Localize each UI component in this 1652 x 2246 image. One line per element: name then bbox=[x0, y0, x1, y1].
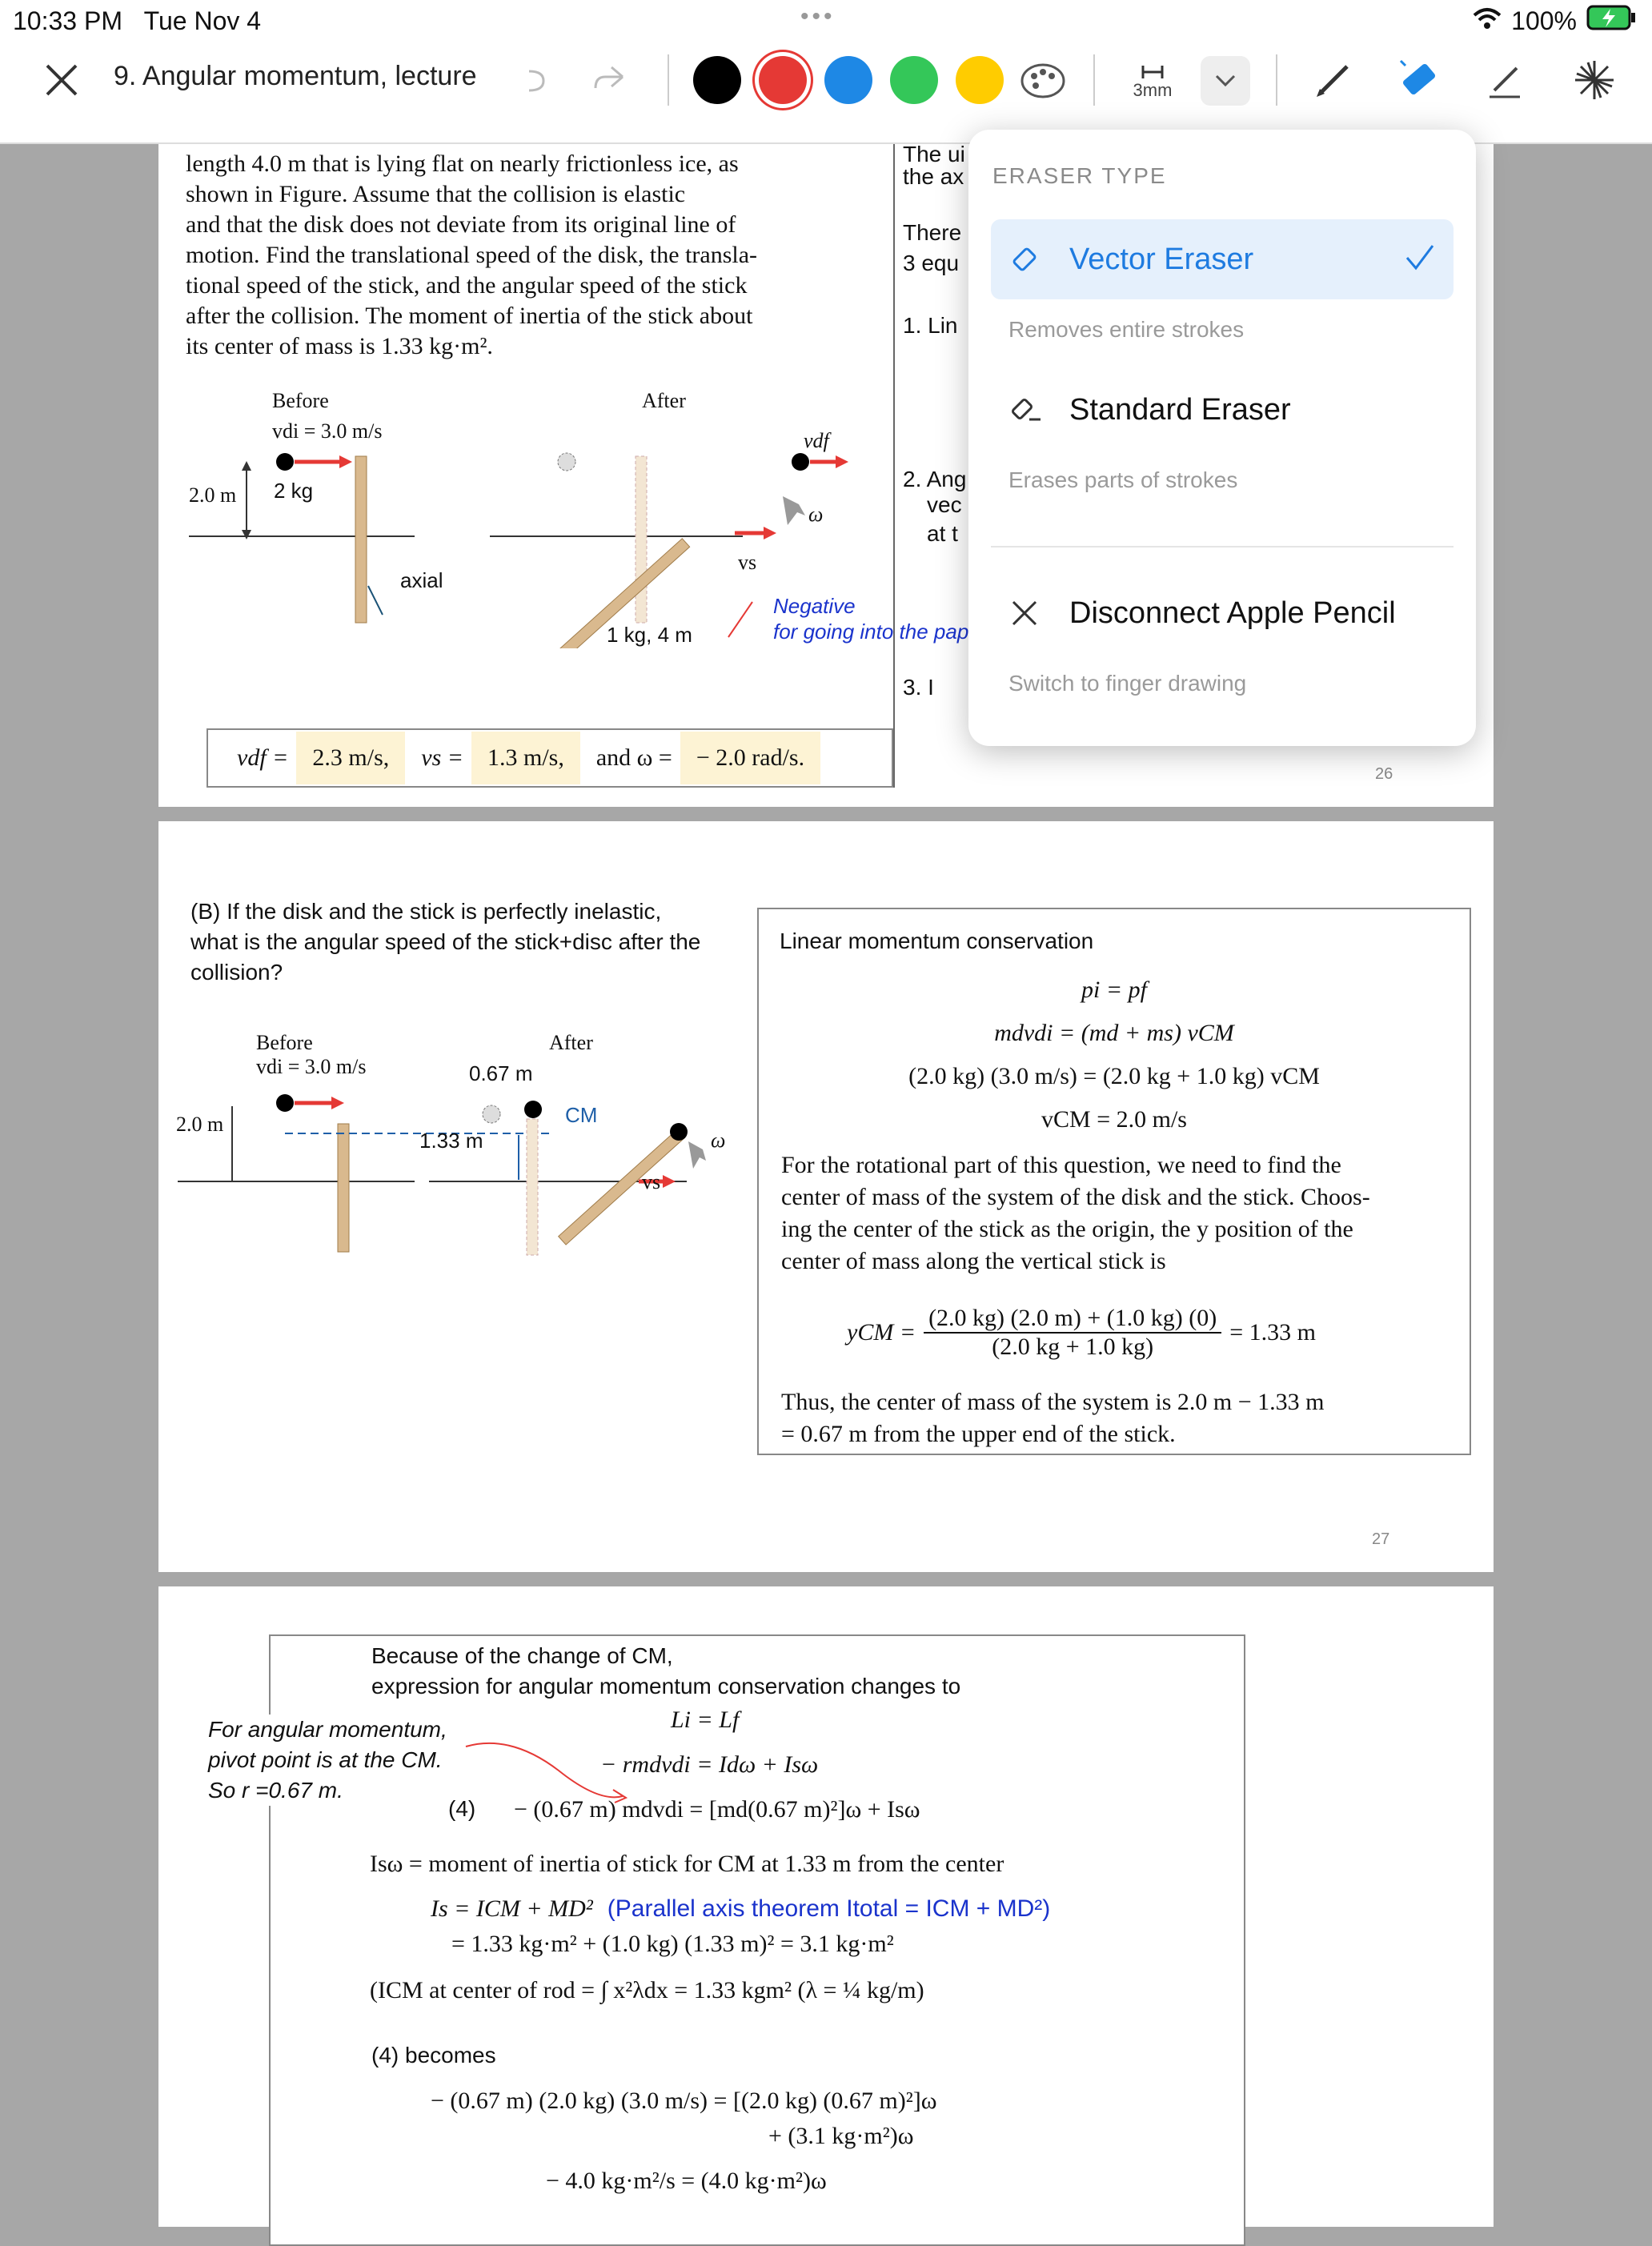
becomes-label: (4) becomes bbox=[371, 2043, 496, 2068]
answer-box bbox=[206, 728, 893, 788]
answer-omega: − 2.0 rad/s. bbox=[680, 732, 820, 784]
eraser-icon[interactable] bbox=[1393, 53, 1444, 104]
separator bbox=[1093, 54, 1095, 106]
stroke-width-icon bbox=[1141, 64, 1165, 80]
checkmark-icon bbox=[1404, 242, 1436, 278]
highlighter-icon[interactable] bbox=[1482, 58, 1527, 102]
page-27 bbox=[158, 821, 1494, 1572]
separator bbox=[668, 54, 669, 106]
disconnect-pencil-desc: Switch to finger drawing bbox=[1008, 671, 1247, 696]
popup-header: ERASER TYPE bbox=[992, 163, 1167, 188]
final-eq-3: − 4.0 kg·m²/s = (4.0 kg·m²)ω bbox=[546, 2168, 827, 2194]
eq-momentum-3: (2.0 kg) (3.0 m/s) = (2.0 kg + 1.0 kg) vCM bbox=[908, 1063, 1320, 1089]
annotation-into-paper: for going into the pap bbox=[773, 620, 969, 644]
battery-icon bbox=[1586, 5, 1636, 37]
is-equation: Is = ICM + MD² bbox=[431, 1895, 593, 1922]
problem-text: length 4.0 m that is lying flat on nearly frictionless ice, as shown in Figure. Assume that the collision is elastic and that the disk does not deviate from its original line of motion. Find the translational speed of the disk, the transla- tional speed of the stick, and the angular speed of the stick after the collision. The moment of inertia of the stick about its center of mass is 1.33 kg·m². bbox=[186, 150, 758, 359]
page-28 bbox=[158, 1586, 1494, 2227]
eq-angular-2: − rmdvdi = Idω + Isω bbox=[600, 1751, 819, 1778]
status-bar bbox=[0, 0, 1652, 40]
undo-icon[interactable] bbox=[519, 62, 551, 98]
ycm-equation: yCM = $\frac{(2.0 kg) (2.0 m) + (1.0 kg) (0)}{(2.0 kg + 1.0 kg)}$ = 1.33 m bbox=[847, 1305, 1317, 1360]
mass-label: 2 kg bbox=[274, 479, 314, 503]
after-label: After bbox=[549, 1031, 593, 1054]
disconnect-pencil-option[interactable] bbox=[991, 573, 1454, 653]
page-26: length 4.0 m that is lying flat on nearly frictionless ice, as shown in Figure. Assume that the collision is elastic and that the disk does not deviate from its original line of motion. Find the translational speed of the disk, the transla- tional speed of the stick, and the angular speed of the stick after the collision. The moment of inertia of the stick about its center of mass is 1.33 kg·m². Before After vdi = 3.0 m/s vdf ω vs 2.0 m 2 kg axial 1 kg, 4 m Negative for going into the pap vdf = 2.3 m/s, vs = 1.3 m/s, and ω = − 2.0 rad/s. The ui the ax There 3 equ 1. Lin 2. Ang vec at t 3. I 26 bbox=[158, 144, 1494, 807]
redo-icon[interactable] bbox=[591, 61, 629, 99]
vdi-label: vdi = 3.0 m/s bbox=[256, 1055, 367, 1078]
omega-label: ω bbox=[808, 503, 824, 526]
pivot-note: For angular momentum, pivot point is at the CM. So r =0.67 m. bbox=[208, 1715, 447, 1806]
final-eq-2: + (3.1 kg·m²)ω bbox=[768, 2123, 914, 2149]
cm-conclusion: Thus, the center of mass of the system is 2.0 m − 1.33 m = 0.67 m from the upper end of the stick. bbox=[781, 1389, 1325, 1447]
page-number: 27 bbox=[1372, 1530, 1390, 1548]
question-b: (B) If the disk and the stick is perfectly inelastic, what is the angular speed of the stick+disc after the collision? bbox=[190, 899, 701, 985]
battery-percent: 100% bbox=[1511, 6, 1577, 35]
standard-eraser-icon bbox=[1008, 394, 1044, 430]
solution-box bbox=[757, 908, 1471, 1455]
page-number: 26 bbox=[1375, 765, 1393, 783]
standard-eraser-option[interactable] bbox=[991, 370, 1454, 450]
vector-eraser-desc: Removes entire strokes bbox=[1008, 317, 1245, 342]
rotational-paragraph: For the rotational part of this question, we need to find the center of mass of the system of the disk and the stick. Choos- ing the center of the stick as the origin, the y position of the center of mass along the vertical stick is bbox=[781, 1152, 1370, 1274]
color-blue[interactable] bbox=[824, 56, 872, 104]
laser-pointer-icon[interactable] bbox=[1570, 56, 1618, 104]
vs-label: vs bbox=[738, 551, 757, 574]
color-green[interactable] bbox=[890, 56, 938, 104]
vdi-label: vdi = 3.0 m/s bbox=[272, 419, 383, 443]
answer-vdf-label: vdf = bbox=[237, 744, 289, 771]
cm-label: CM bbox=[565, 1103, 598, 1127]
before-label: Before bbox=[256, 1031, 313, 1054]
eraser-type-popup bbox=[968, 130, 1476, 746]
answer-omega-label: and ω = bbox=[595, 744, 672, 771]
eq-momentum-4: vCM = 2.0 m/s bbox=[1041, 1106, 1187, 1133]
color-red[interactable] bbox=[759, 56, 807, 104]
answer-vs: 1.3 m/s, bbox=[471, 732, 580, 784]
status-time: 10:33 PM Tue Nov 4 bbox=[13, 6, 262, 35]
document-title[interactable]: 9. Angular momentum, lecture bbox=[114, 61, 477, 91]
axial-label: axial bbox=[400, 568, 443, 592]
close-icon[interactable] bbox=[42, 58, 82, 102]
standard-eraser-label: Standard Eraser bbox=[1069, 392, 1291, 427]
disconnect-pencil-label: Disconnect Apple Pencil bbox=[1069, 596, 1396, 630]
omega-label: ω bbox=[711, 1129, 726, 1152]
vector-eraser-option[interactable] bbox=[991, 219, 1454, 299]
vector-eraser-icon bbox=[1008, 243, 1041, 279]
palette-icon[interactable] bbox=[1018, 58, 1068, 104]
wifi-icon bbox=[1473, 6, 1502, 36]
distance-20-label: 2.0 m bbox=[176, 1113, 224, 1136]
annotation-negative: Negative bbox=[773, 594, 856, 618]
icm-rod: (ICM at center of rod = ∫ x²λdx = 1.33 kgm² (λ = ¼ kg/m) bbox=[370, 1977, 924, 2003]
vdf-label: vdf bbox=[804, 429, 829, 452]
before-label: Before bbox=[272, 389, 329, 412]
stroke-size-label: 3mm bbox=[1133, 80, 1173, 100]
stroke-size-control[interactable] bbox=[1124, 54, 1181, 110]
distance-067-label: 0.67 m bbox=[469, 1061, 533, 1085]
status-right bbox=[1473, 5, 1636, 37]
distance-label: 2.0 m bbox=[189, 483, 237, 507]
stick-label: 1 kg, 4 m bbox=[607, 623, 692, 647]
box-title: Linear momentum conservation bbox=[780, 928, 1094, 953]
cm-change-intro: Because of the change of CM, expression for angular momentum conservation changes to bbox=[371, 1643, 961, 1699]
eq-angular-1: Li = Lf bbox=[671, 1707, 740, 1733]
eq-momentum-2: mdvdi = (md + ms) vCM bbox=[994, 1020, 1234, 1046]
standard-eraser-desc: Erases parts of strokes bbox=[1008, 467, 1238, 492]
vs-label: vs bbox=[642, 1170, 661, 1193]
toolbar bbox=[0, 40, 1652, 144]
vector-eraser-label: Vector Eraser bbox=[1069, 242, 1254, 276]
eq-number-4: (4) bbox=[448, 1796, 476, 1821]
distance-133-label: 1.33 m bbox=[419, 1129, 483, 1153]
parallel-axis-line bbox=[431, 1895, 1050, 1923]
color-black[interactable] bbox=[693, 56, 741, 104]
separator bbox=[1276, 54, 1277, 106]
column-divider bbox=[893, 144, 895, 788]
popup-separator bbox=[991, 546, 1454, 547]
pen-icon[interactable] bbox=[1311, 58, 1356, 102]
color-yellow[interactable] bbox=[956, 56, 1004, 104]
final-eq-1: − (0.67 m) (2.0 kg) (3.0 m/s) = [(2.0 kg) (0.67 m)²]ω bbox=[431, 2088, 937, 2114]
pencil-slash-icon bbox=[1008, 597, 1041, 633]
is-value: = 1.33 kg·m² + (1.0 kg) (1.33 m)² = 3.1 kg·m² bbox=[451, 1931, 894, 1957]
eq-angular-3: − (0.67 m) mdvdi = [md(0.67 m)²]ω + Isω bbox=[514, 1796, 920, 1823]
answer-vs-label: vs = bbox=[421, 744, 463, 771]
chevron-down-icon[interactable] bbox=[1201, 56, 1250, 106]
multitask-dots[interactable]: ••• bbox=[800, 3, 836, 30]
answer-vdf: 2.3 m/s, bbox=[296, 732, 405, 784]
eq-momentum-1: pi = pf bbox=[1081, 977, 1147, 1003]
after-label: After bbox=[642, 389, 686, 412]
parallel-axis-note: (Parallel axis theorem Itotal = ICM + MD²) bbox=[607, 1895, 1051, 1922]
is-description: Isω = moment of inertia of stick for CM at 1.33 m from the center bbox=[370, 1851, 1004, 1877]
